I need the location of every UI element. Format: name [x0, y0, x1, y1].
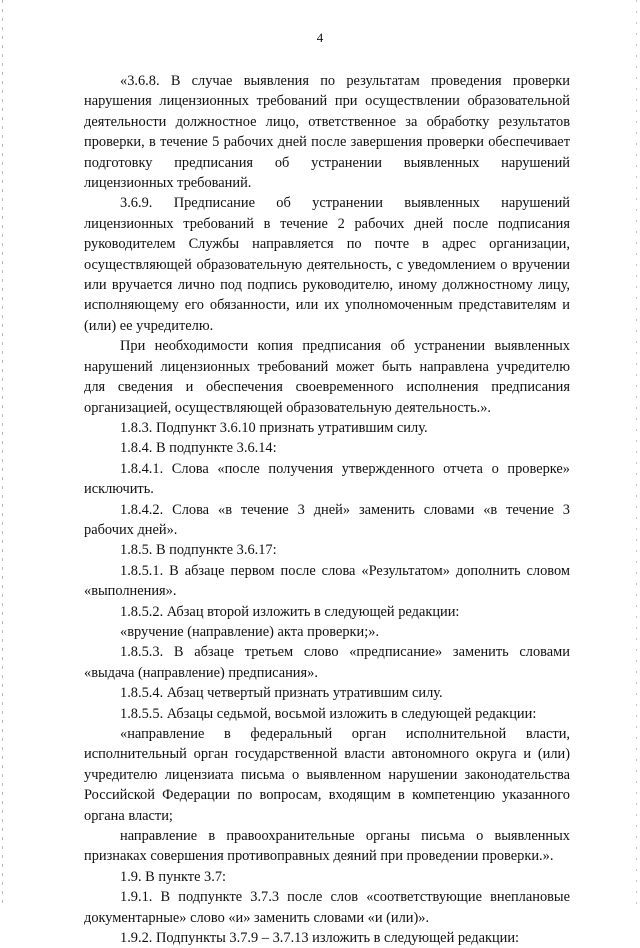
paragraph-quote-federal-authority: «направление в федеральный орган исполнительной власти, исполнительный орган государственной власти автономного округа и (или) учредителю лицензиата письма о выявленном нарушении законодательства Российской Федерации по вопросам, входящим в компетенцию указанного органа власти;	[84, 726, 570, 824]
paragraph-3-6-9: 3.6.9. Предписание об устранении выявленных нарушений лицензионных требований в течение 2 рабочих дней после подписания руководителем Службы направляется по почте в адрес организации, осуществляющей образовательную деятельность, с уведомлением о вручении или вручается лично под подпись руководителю, иному должностному лицу, исполняющему его обязанности, или их уполномоченным представителям и (или) ее учредителю.	[84, 195, 570, 334]
paragraph-1-8-4-2: 1.8.4.2. Слова «в течение 3 дней» заменить словами «в течение 3 рабочих дней».	[84, 501, 570, 538]
paragraph-quote-delivery-act: «вручение (направление) акта проверки;».	[120, 623, 380, 640]
paragraph-copy-prescription: При необходимости копия предписания об устранении выявленных нарушений лицензионных требований может быть направлена учредителю для сведения и обеспечения своевременного исполнения предписания организацией, осуществляющей образовательную деятельность.».	[84, 338, 570, 416]
paragraph-1-8-5-2: 1.8.5.2. Абзац второй изложить в следующей редакции:	[120, 603, 460, 620]
paragraph-1-8-3: 1.8.3. Подпункт 3.6.10 признать утратившим силу.	[120, 419, 428, 436]
document-body	[84, 71, 570, 948]
paragraph-1-8-5-3: 1.8.5.3. В абзаце третьем слово «предписание» заменить словами «выдача (направление) предписания».	[84, 644, 570, 681]
paragraph-1-9-2: 1.9.2. Подпункты 3.7.9 – 3.7.13 изложить в следующей редакции:	[120, 930, 520, 947]
scan-edge-left	[2, 0, 3, 905]
paragraph-1-9: 1.9. В пункте 3.7:	[120, 868, 227, 885]
paragraph-1-8-4-1: 1.8.4.1. Слова «после получения утвержденного отчета о проверке» исключить.	[84, 460, 570, 498]
paragraph-1-8-5: 1.8.5. В подпункте 3.6.17:	[120, 542, 277, 559]
paragraph-1-8-5-4: 1.8.5.4. Абзац четвертый признать утратившим силу.	[120, 685, 443, 702]
paragraph-quote-law-enforcement: направление в правоохранительные органы письма о выявленных признаках совершения противоправных деяний при проведении проверки.».	[84, 828, 570, 865]
paragraph-1-8-4: 1.8.4. В подпункте 3.6.14:	[120, 440, 277, 457]
page-number: 4	[316, 30, 324, 45]
paragraph-1-8-5-1: 1.8.5.1. В абзаце первом после слова «Результатом» дополнить словом «выполнения».	[84, 562, 570, 600]
paragraph-3-6-8: «3.6.8. В случае выявления по результатам проведения проверки нарушения лицензионных требований при осуществлении образовательной деятельности должностное лицо, ответственное за обработку результатов проверки, в течение 5 рабочих дней после завершения проверки обеспечивает подготовку предписания об устранении выявленных нарушений лицензионных требований.	[84, 73, 570, 192]
scan-edge-right	[636, 0, 637, 905]
paragraph-1-9-1: 1.9.1. В подпункте 3.7.3 после слов «соответствующие внеплановые документарные» слово «и» заменить словами «и (или)».	[84, 889, 570, 926]
paragraph-1-8-5-5: 1.8.5.5. Абзацы седьмой, восьмой изложить в следующей редакции:	[120, 705, 537, 722]
